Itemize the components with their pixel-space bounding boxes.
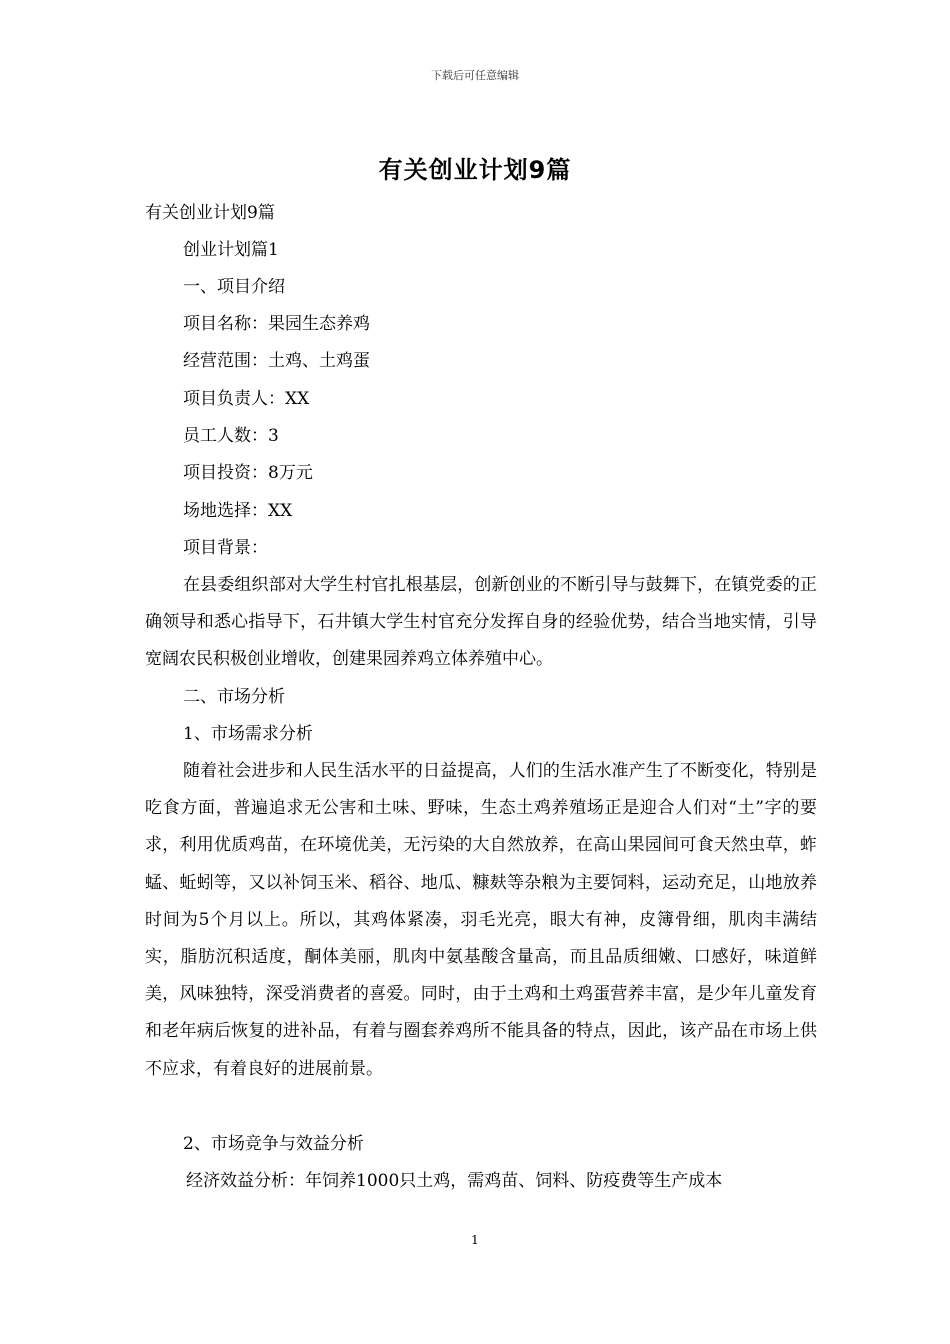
investment-line: 项目投资：8万元 [183,463,313,483]
site-selection-line: 场地选择：XX [183,501,293,521]
economic-benefit-line: 经济效益分析：年饲养1000只土鸡，需鸡苗、饲料、防疫费等生产成本 [186,1171,723,1191]
document-title: 有关创业计划9篇 [378,156,572,184]
background-label: 项目背景： [183,538,268,558]
page-header: 下载后可任意编辑 [431,69,519,82]
project-name-line: 项目名称：果园生态养鸡 [183,314,370,334]
demand-analysis-paragraph: 随着社会进步和人民生活水平的日益提高，人们的生活水准产生了不断变化，特别是吃食方面，普遍追求无公害和土味、野味，生态土鸡养殖场正是迎合人们对“土”字的要求，利用优质鸡苗，在环境优美，无污染的大自然放养，在高山果园间可食天然虫草，蚱蜢、蚯蚓等，又以补饲玉米、稻谷、地瓜、糠麸等杂粮为主要饲料，运动充足，山地放养时间为5个月以上。所以，其鸡体紧凑，羽毛光亮，眼大有神，皮簿骨细，肌肉丰满结实，脂肪沉积适度，酮体美丽，肌肉中氨基酸含量高，而且品质细嫩、口感好，味道鲜美，风味独特，深受消费者的喜爱。同时，由于土鸡和土鸡蛋营养丰富，是少年儿童发育和老年病后恢复的进补品，有着与圈套养鸡所不能具备的特点，因此，该产品在市场上供不应求，有着良好的进展前景。 [145,761,817,1079]
demand-analysis-heading: 1、市场需求分析 [183,724,313,744]
staff-count-line: 员工人数：3 [183,426,279,446]
subtitle: 有关创业计划9篇 [145,203,275,223]
competition-analysis-heading: 2、市场竞争与效益分析 [183,1134,364,1154]
background-paragraph: 在县委组织部对大学生村官扎根基层，创新创业的不断引导与鼓舞下，在镇党委的正确领导和悉心指导下，石井镇大学生村官充分发挥自身的经验优势，结合当地实情，引导宽阔农民积极创业增收，创建果园养鸡立体养殖中心。 [145,575,817,670]
business-scope-line: 经营范围：土鸡、土鸡蛋 [183,351,370,371]
part-heading-market-analysis: 二、市场分析 [183,687,285,707]
project-leader-line: 项目负责人：XX [183,389,310,409]
part-heading-project-intro: 一、项目介绍 [183,277,285,297]
section-heading: 创业计划篇1 [183,240,279,260]
page-number: 1 [471,1233,479,1247]
